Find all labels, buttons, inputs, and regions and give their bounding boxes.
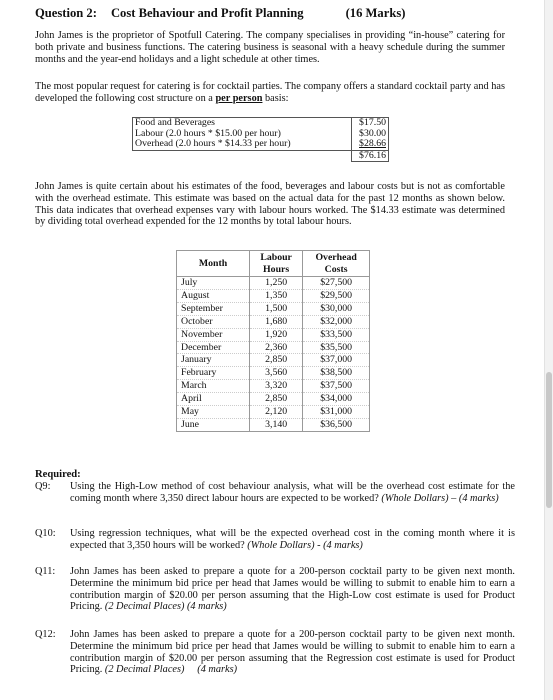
table-row (177, 277, 370, 290)
q12-label: Q12: (35, 629, 56, 640)
intro-paragraph: John James is the proprietor of Spotfull Catering. The company specialises in providing “in-house” catering for both private and business functions. The catering business is seasonal with a heavy schedule during the summer months and the year-end holidays and a light schedule at other times. (35, 30, 505, 65)
month-cell: February (177, 367, 250, 380)
cost-row (133, 118, 389, 129)
overhead-cost-cell: $30,000 (303, 302, 370, 315)
required-heading: Required: (35, 469, 81, 480)
cost-total-row (133, 150, 389, 162)
q9-note: (Whole Dollars) – (4 marks) (381, 492, 499, 504)
month-cell: July (177, 277, 250, 290)
vertical-scrollbar[interactable] (544, 0, 553, 700)
overhead-cost-cell: $31,000 (303, 406, 370, 419)
table-row (177, 367, 370, 380)
q11-note: (2 Decimal Places) (4 marks) (104, 601, 227, 613)
month-cell: August (177, 289, 250, 302)
labour-hours-cell: 1,680 (250, 315, 303, 328)
table-row (177, 406, 370, 419)
table-row (177, 302, 370, 315)
cost-structure-paragraph (35, 81, 505, 105)
cost-total: $76.16 (352, 150, 389, 162)
col-header-month: Month (177, 251, 250, 277)
month-cell: September (177, 302, 250, 315)
overhead-cost-cell: $27,500 (303, 277, 370, 290)
q9-text: Using the High-Low method of cost behaviour analysis, what will be the overhead cost estimate for the coming month where 3,350 direct labour hours are expected to be worked? (Whole Dollars) – (4 marks) (70, 481, 515, 504)
labour-hours-cell: 1,250 (250, 277, 303, 290)
table-header-row (177, 251, 370, 277)
q12-text: John James has been asked to prepare a quote for a 200-person cocktail party to be given next month. Determine the minimum bid price per head that James would be willing to submit to enable him to earn a contribution margin of $20.00 per person assuming that the Regression cost estimate is used for Product Pricing. (2 Decimal Places) (4 marks) (70, 629, 515, 676)
overhead-cost-cell: $35,500 (303, 341, 370, 354)
cost-amount: $28.66 (352, 139, 389, 150)
question-number: Question 2: (35, 6, 97, 20)
overhead-cost-cell: $34,000 (303, 393, 370, 406)
overhead-cost-cell: $37,500 (303, 380, 370, 393)
col-header-labour-hours: Labour Hours (250, 251, 303, 277)
overhead-cost-cell: $32,000 (303, 315, 370, 328)
col-header-overhead-costs: Overhead Costs (303, 251, 370, 277)
q11-label: Q11: (35, 566, 56, 577)
q11-text: John James has been asked to prepare a quote for a 200-person cocktail party to be given next month. Determine the minimum bid price per head that James would be willing to submit to enable him to earn a contribution margin of $20.00 per person assuming that the High-Low cost estimate is used for Product Pricing. (2 Decimal Places) (4 marks) (70, 566, 515, 613)
labour-hours-cell: 3,560 (250, 367, 303, 380)
per-person-emphasis: per person (215, 92, 263, 104)
labour-hours-cell: 1,920 (250, 328, 303, 341)
cost-structure-table (132, 117, 389, 162)
month-cell: December (177, 341, 250, 354)
month-cell: January (177, 354, 250, 367)
overhead-cost-cell: $38,500 (303, 367, 370, 380)
table-row (177, 289, 370, 302)
para2-end: basis: (265, 92, 289, 104)
table-row (177, 328, 370, 341)
q10-text: Using regression techniques, what will be the expected overhead cost in the coming month where it is expected that 3,350 hours will be worked? (Whole Dollars) - (4 marks) (70, 528, 515, 551)
cost-label: Overhead (2.0 hours * $14.33 per hour) (133, 139, 352, 150)
labour-hours-cell: 1,350 (250, 289, 303, 302)
q10-label: Q10: (35, 528, 56, 539)
table-row (177, 315, 370, 328)
month-cell: May (177, 406, 250, 419)
month-cell: June (177, 418, 250, 431)
cost-row (133, 139, 389, 150)
cost-amount: $30.00 (352, 129, 389, 140)
month-cell: April (177, 393, 250, 406)
overhead-cost-cell: $29,500 (303, 289, 370, 302)
para2-start: The most popular request for catering is for cocktail parties. The company offers a standard cocktail party and has developed the following cost structure on a (35, 81, 505, 104)
labour-hours-cell: 2,850 (250, 393, 303, 406)
month-cell: March (177, 380, 250, 393)
question-title: Cost Behaviour and Profit Planning (110, 6, 304, 20)
table-row (177, 341, 370, 354)
question-marks: (16 Marks) (345, 6, 406, 20)
overhead-cost-cell: $33,500 (303, 328, 370, 341)
scrollbar-thumb[interactable] (546, 372, 552, 508)
overhead-cost-cell: $36,500 (303, 418, 370, 431)
labour-hours-cell: 3,140 (250, 418, 303, 431)
labour-hours-cell: 2,360 (250, 341, 303, 354)
labour-hours-cell: 2,850 (250, 354, 303, 367)
month-cell: October (177, 315, 250, 328)
cost-label: Labour (2.0 hours * $15.00 per hour) (133, 129, 352, 140)
q10-note: (Whole Dollars) - (4 marks) (247, 539, 363, 551)
month-cell: November (177, 328, 250, 341)
labour-hours-cell: 3,320 (250, 380, 303, 393)
table-row (177, 418, 370, 431)
cost-label: Food and Beverages (133, 118, 352, 129)
overhead-table-body (177, 277, 370, 432)
question-header (35, 6, 405, 21)
overhead-data-table (176, 250, 370, 432)
overhead-explanation-paragraph: John James is quite certain about his estimates of the food, beverages and labour costs but is not as comfortable with the overhead estimate. This estimate was based on the actual data for the past 12 months as shown below. This data indicates that overhead expenses vary with labour hours worked. The $14.33 estimate was determined by dividing total overhead expended for the 12 months by total labour hours. (35, 181, 505, 228)
q12-note: (2 Decimal Places) (4 marks) (104, 664, 238, 676)
q9-label: Q9: (35, 481, 51, 492)
labour-hours-cell: 1,500 (250, 302, 303, 315)
labour-hours-cell: 2,120 (250, 406, 303, 419)
table-row (177, 393, 370, 406)
cost-amount: $17.50 (352, 118, 389, 129)
table-row (177, 354, 370, 367)
table-row (177, 380, 370, 393)
overhead-cost-cell: $37,000 (303, 354, 370, 367)
